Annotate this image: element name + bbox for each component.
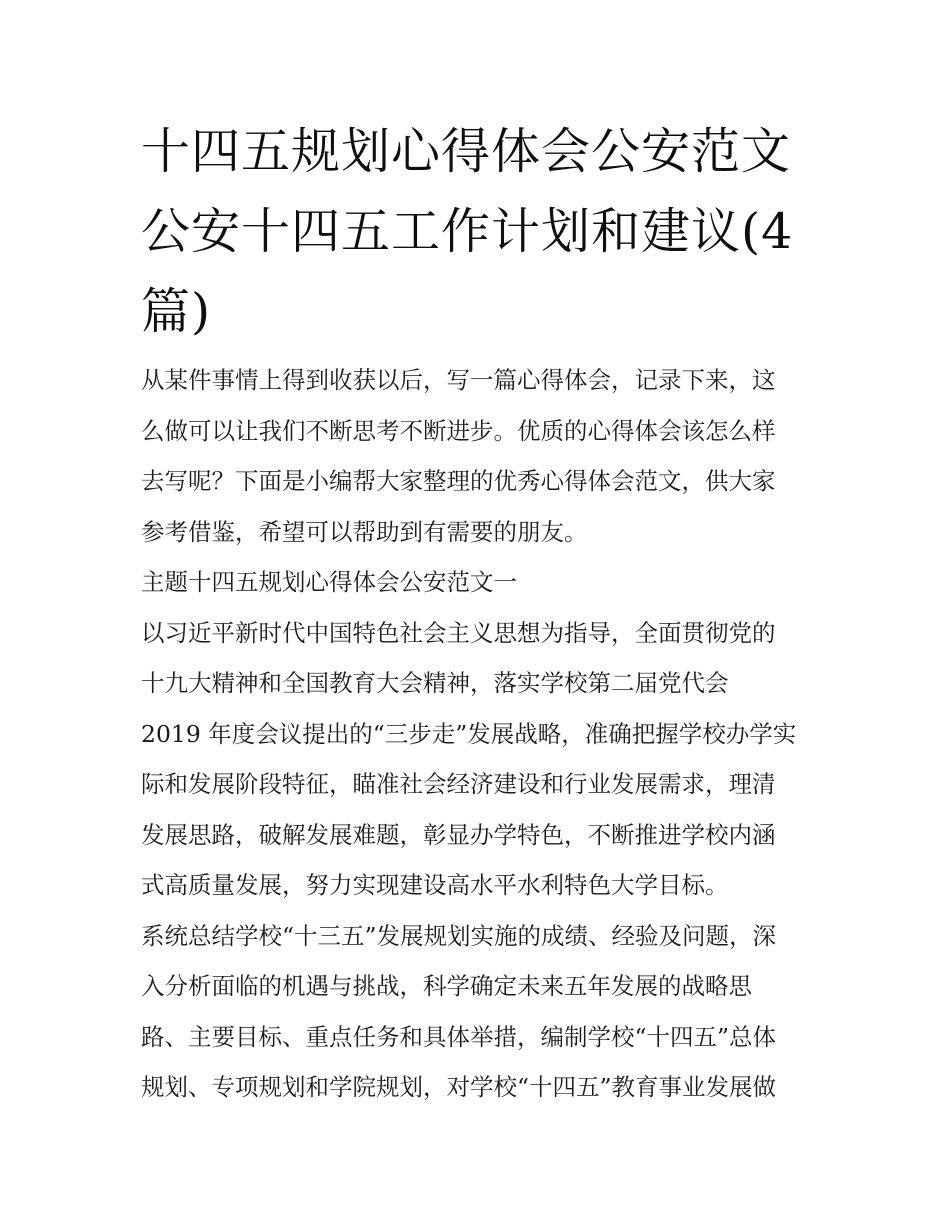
body-line: 以习近平新时代中国特色社会主义思想为指导，全面贯彻党的 — [141, 618, 776, 647]
body-line: 际和发展阶段特征，瞄准社会经济建设和行业发展需求，理清 — [141, 770, 776, 798]
document-title — [141, 112, 821, 352]
body-line: 发展思路，破解发展难题，彰显办学特色，不断推进学校内涵 — [141, 820, 776, 849]
body-line: 入分析面临的机遇与挑战，科学确定未来五年发展的战略思 — [141, 972, 752, 1000]
title-line: 篇) — [141, 283, 212, 340]
document-body — [141, 355, 821, 1113]
body-line: 从某件事情上得到收获以后，写一篇心得体会，记录下来，这 — [141, 366, 776, 394]
body-line: 式高质量发展，努力实现建设高水平水利特色大学目标。 — [141, 871, 729, 899]
body-line: 去写呢？下面是小编帮大家整理的优秀心得体会范文，供大家 — [141, 467, 776, 495]
body-line: 2019 年度会议提出的“三步走”发展战略，准确把握学校办学实 — [141, 719, 797, 748]
body-line: 系统总结学校“十三五”发展规划实施的成绩、经验及问题，深 — [141, 921, 777, 950]
body-line: 么做可以让我们不断思考不断进步。优质的心得体会该怎么样 — [141, 416, 776, 445]
body-line: 十九大精神和全国教育大会精神，落实学校第二届党代会 — [141, 669, 729, 697]
body-line: 参考借鉴，希望可以帮助到有需要的朋友。 — [141, 517, 588, 546]
title-line: 公安十四五工作计划和建议(4 — [141, 203, 794, 260]
title-line: 十四五规划心得体会公安范文 — [141, 123, 792, 180]
body-line: 路、主要目标、重点任务和具体举措，编制学校“十四五”总体 — [141, 1022, 777, 1051]
section-heading: 主题十四五规划心得体会公安范文一 — [141, 568, 517, 596]
body-line: 规划、专项规划和学院规划，对学校“十四五”教育事业发展做 — [141, 1073, 777, 1101]
